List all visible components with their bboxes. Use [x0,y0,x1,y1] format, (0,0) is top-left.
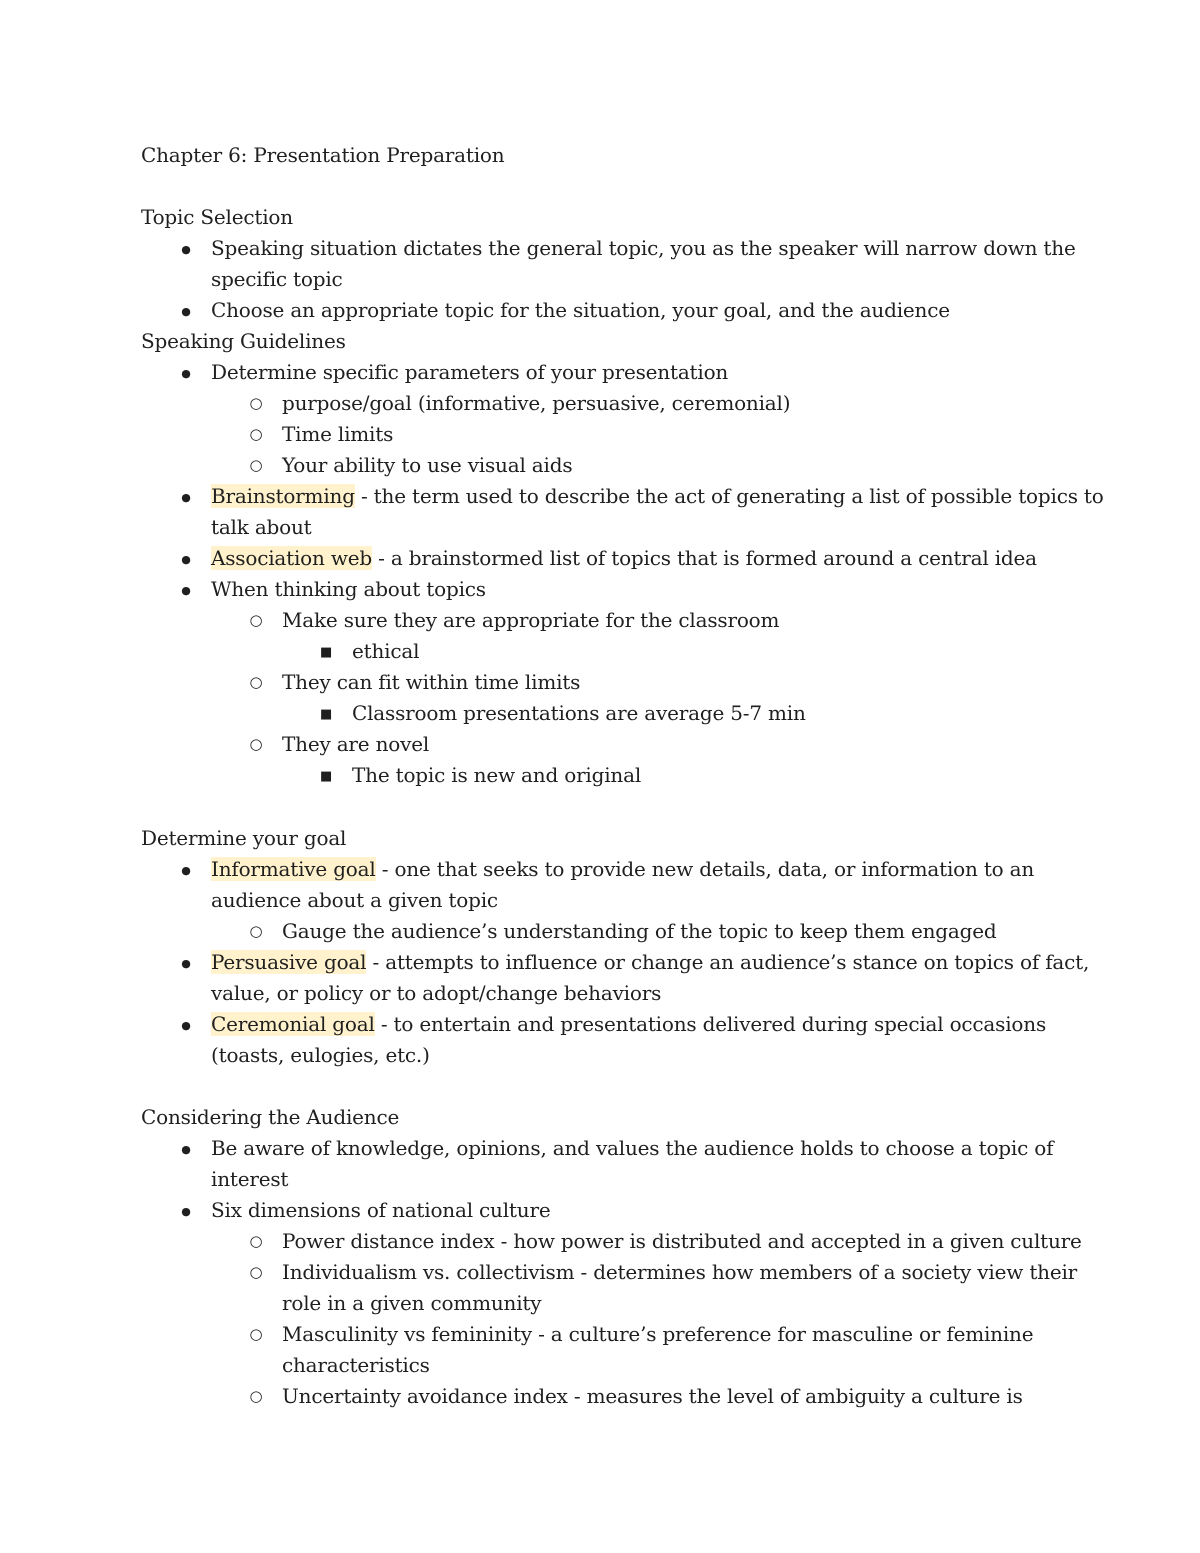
bullet-disc-icon [174,295,198,327]
bullet-square-icon [314,760,338,792]
bullet-square-icon [314,636,338,668]
bullet-circle-icon [244,1319,268,1350]
bullet-circle-icon [244,667,268,698]
bullet-disc-icon [174,947,198,979]
bullet-disc-icon [174,1195,198,1227]
highlighted-term: Association web [211,546,373,570]
bullet-circle-icon [244,1257,268,1288]
highlighted-term: Ceremonial goal [211,1012,375,1036]
bullet-disc-icon [174,1133,198,1165]
highlighted-term: Informative goal [211,857,376,881]
bullet-disc-icon [174,481,198,513]
bullet-disc-icon [174,1009,198,1041]
bullet-circle-icon [244,916,268,947]
bullet-disc-icon [174,357,198,389]
document-page: Chapter 6: Presentation Preparation Topic Selection ● Speaking situation dictates the general topic, you as the speaker will narrow down the specific topic ● Choose an appropriate topic for the situation, your goal, and the audience Speaking Guidelines ● Determine specific parameters of your presentation ○ purpose/goal (informative, persuasive, ceremonial) ○ Time limits ○ Your ability to use visual aids ● Brainstorming - the term used to describe the act of generating a list of possible topics to talk about ● Association web - a brainstormed list of topics that is formed around a central idea ● When thinking about topics ○ Make sure they are appropriate for the classroom ■ ethical ○ They can fit within time limits ■ Classroom presentations are average 5-7 min ○ They are novel ■ The topic is new and original Determine your goal ● Informative goal - one that seeks to provide new details, data, or information to an audience about a given topic ○ Gauge the audience’s understanding of the topic to keep them engaged ● Persuasive goal - attempts to influence or change an audience’s stance on topics of fact, value, or policy or to adopt/change behaviors ● Ceremonial goal - to entertain and presentations delivered during special occasions (toasts, eulogies, etc.) Considering the Audience ● Be aware of knowledge, opinions, and values the audience holds to choose a topic of interest ● Six dimensions of national culture ○ Power distance index - how power is distributed and accepted in a given culture ○ Individualism vs. collectivism - determines how members of a society view their role in a given community ○ Masculinity vs femininity - a culture’s preference for masculine or feminine characteristics ○ Uncertainty avoidance index - measures the level of ambiguity a culture is [0,0,1200,1553]
bullet-circle-icon [244,450,268,481]
bullet-circle-icon [244,1226,268,1257]
bullet-circle-icon [244,388,268,419]
bullet-circle-icon [244,729,268,760]
bullet-circle-icon [244,419,268,450]
highlighted-term: Persuasive goal [211,950,367,974]
bullet-square-icon [314,698,338,730]
bullet-disc-icon [174,854,198,886]
bullet-disc-icon [174,233,198,265]
bullet-circle-icon [244,1381,268,1412]
bullet-disc-icon [174,574,198,606]
bullet-circle-icon [244,605,268,636]
bullet-disc-icon [174,543,198,575]
highlighted-term: Brainstorming [211,484,355,508]
